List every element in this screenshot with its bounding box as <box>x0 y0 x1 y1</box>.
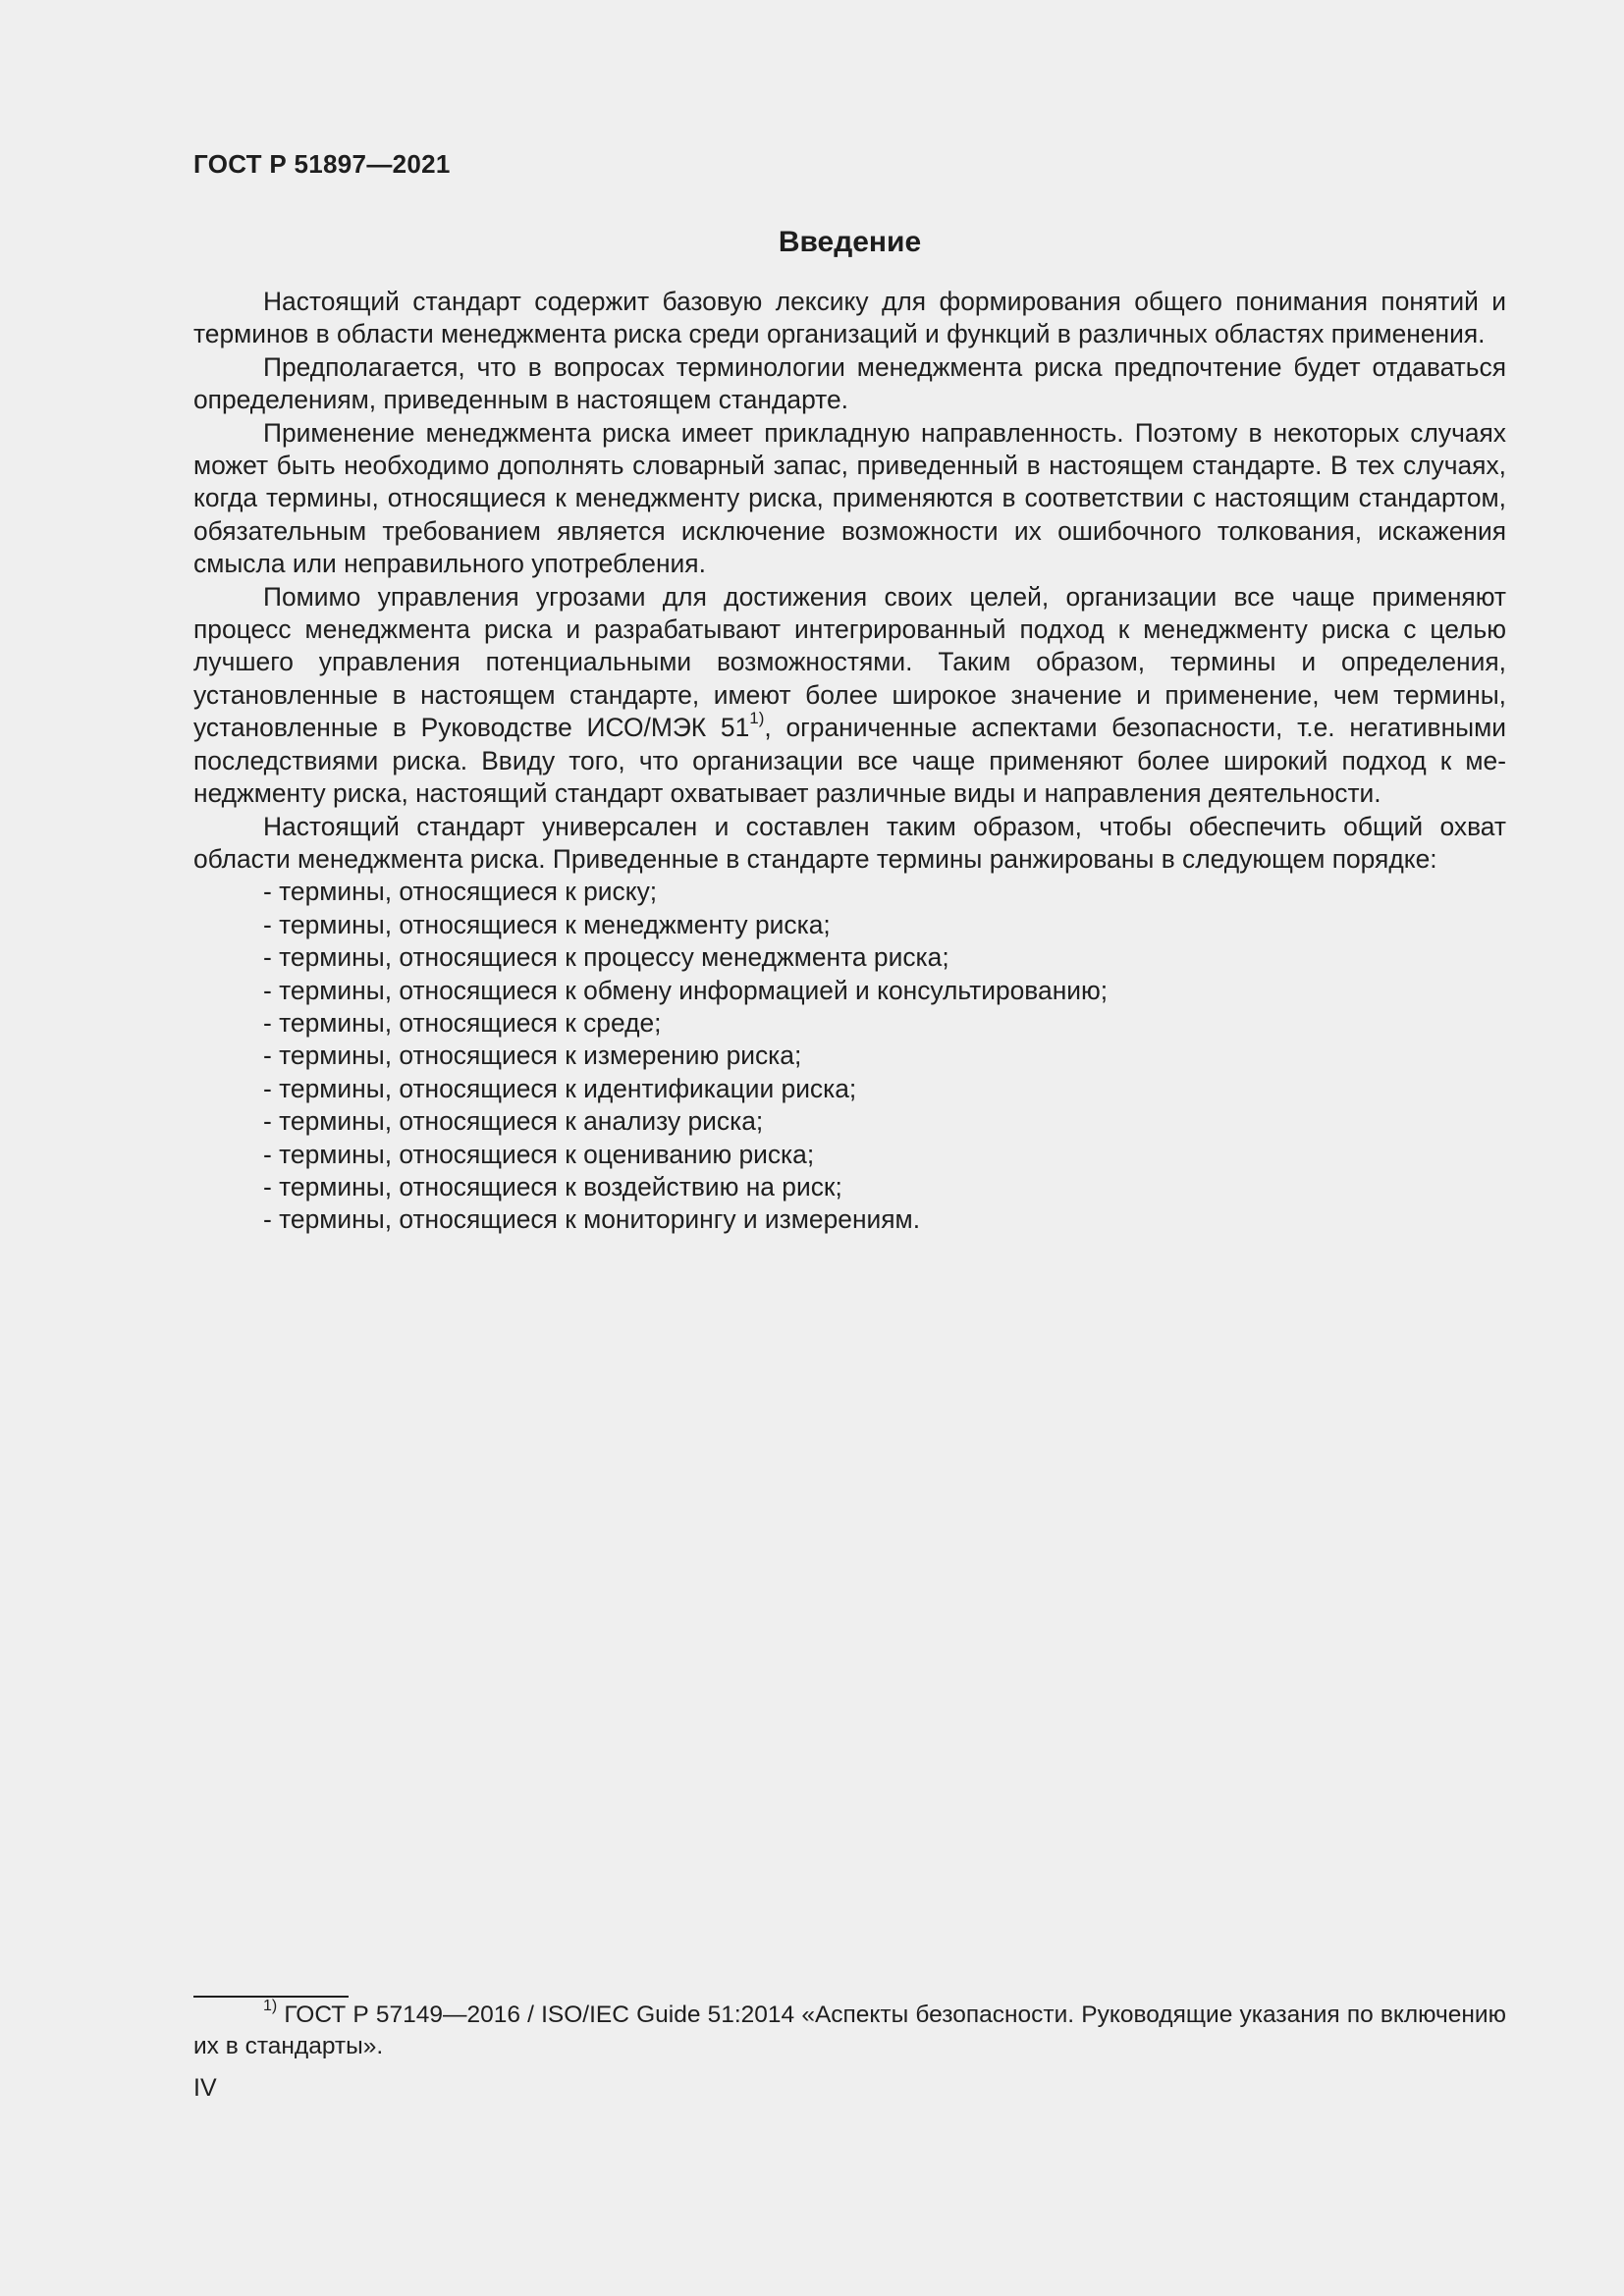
paragraph-applied-nature: Применение менеджмента риска имеет прикладную направленность. Поэтому в некоторых случаях может быть необходимо дополнять словарный запас, приведенный в настоящем стандарте. В тех случаях, когда термины, относящиеся к менеджменту риска, применяются в соответствии с настоящим стандартом, обязательным требованием является исключение возможности их ошибочного толкования, искажения смысла или неправильного употребления. <box>193 417 1506 579</box>
paragraph-purpose: Настоящий стандарт содержит базовую лексику для формирования общего понимания понятий и терминов в области менеджмента риска среди организаций и функций в различных областях применения. <box>193 287 1506 349</box>
footnote-text: ГОСТ Р 57149—2016 / ISO/IEC Guide 51:2014 «Аспекты безопасности. Руководящие указания по включению их в стандарты». <box>193 2002 1506 2059</box>
list-item: - термины, относящиеся к менеджменту риска; <box>263 909 831 939</box>
list-item: - термины, относящиеся к идентификации риска; <box>263 1073 857 1103</box>
list-item: - термины, относящиеся к мониторингу и измерениям. <box>263 1204 921 1235</box>
introduction-body <box>193 286 1506 1237</box>
page-number: IV <box>193 2074 217 2102</box>
standard-code-header: ГОСТ Р 51897—2021 <box>193 149 451 179</box>
paragraph-scope-part2: , ограниченные аспектами безопасности, т.е. негативными последствиями риска. Ввиду того, что организации все чаще применяют более широкий подход к менеджменту риска, настоящий стандарт охватывает различные виды и направления деятельности. <box>193 713 1506 809</box>
paragraph-scope-comparison <box>193 581 1506 811</box>
term-category-list <box>193 876 1506 1236</box>
list-item: - термины, относящиеся к измерению риска; <box>263 1041 802 1071</box>
list-item: - термины, относящиеся к оцениванию риска; <box>263 1139 815 1169</box>
list-item: - термины, относящиеся к анализу риска; <box>263 1106 764 1137</box>
list-item: - термины, относящиеся к процессу менеджмента риска; <box>263 942 949 973</box>
footnote-marker: 1) <box>263 1997 278 2014</box>
paragraph-terminology-preference: Предполагается, что в вопросах терминологии менеджмента риска предпочтение будет отдаваться определениям, приведенным в настоящем стандарте. <box>193 351 1506 415</box>
footnote-reference[interactable]: 1) <box>749 709 765 728</box>
list-item: - термины, относящиеся к обмену информацией и консультированию; <box>263 975 1109 1005</box>
paragraph-scope-part1: Помимо управления угрозами для достижения своих целей, организации все чаще применяют процесс менеджмента риска и разрабатывают интегрированный подход к менеджменту риска с целью лучшего управления потенциальными возможностями. Таким образом, термины и определения, установленные в настоящем стандарте, имеют более широкое значение и применение, чем термины, установленные в Руководстве ИСО/МЭК 51 <box>193 581 1506 743</box>
list-item: - термины, относящиеся к воздействию на риск; <box>263 1171 842 1201</box>
page-title: Введение <box>778 226 922 258</box>
footnote <box>193 1997 1506 2062</box>
list-item: - термины, относящиеся к среде; <box>263 1007 662 1038</box>
list-item: - термины, относящиеся к риску; <box>263 877 658 907</box>
paragraph-term-order-intro: Настоящий стандарт универсален и составлен таким образом, чтобы обеспечить общий охват области менеджмента риска. Приведенные в стандарте термины ранжированы в следующем порядке: <box>193 811 1506 874</box>
